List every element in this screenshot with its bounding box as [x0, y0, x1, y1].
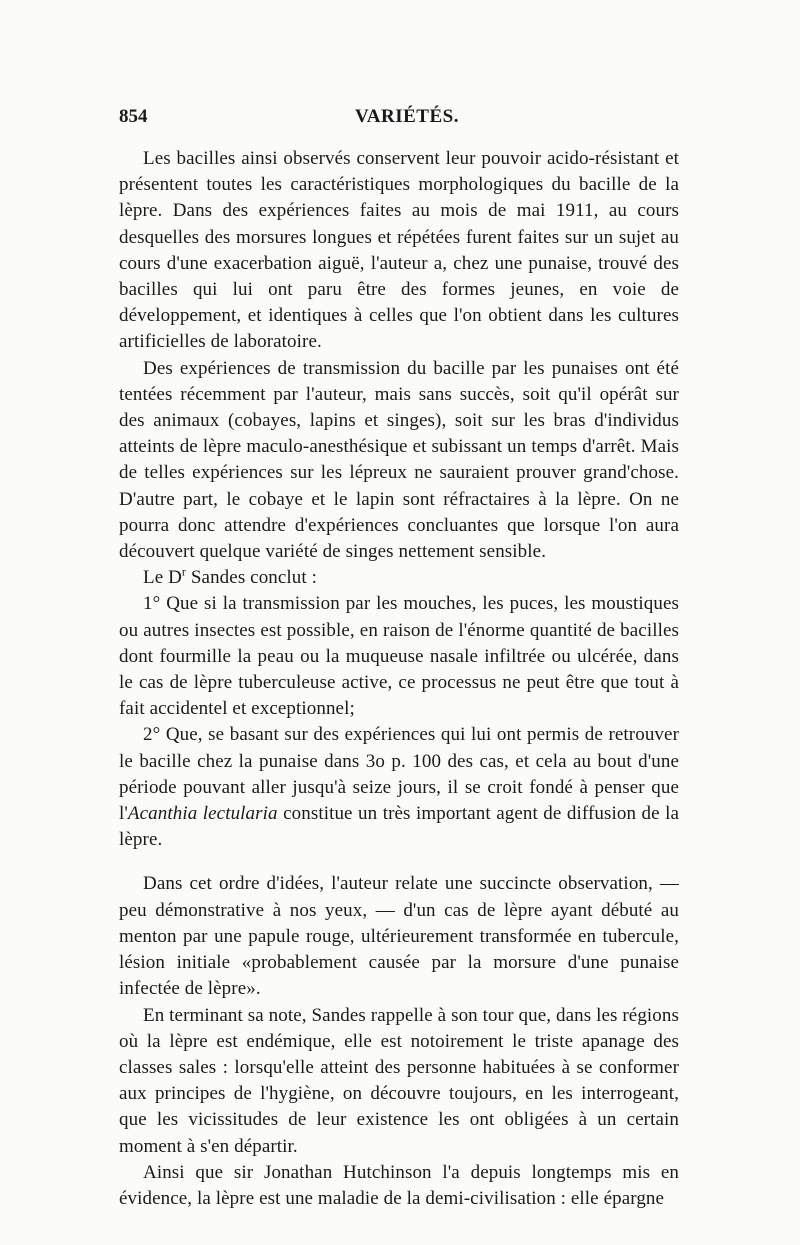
item-number: 1° [143, 593, 161, 615]
text-run: Que, se basant sur des expériences qui lui ont permis de retrouver le bacille chez la punaise dans 3o p. 100 des cas, et cela au bout d'une période pouvant aller jusqu'à seize jours, il se croit fondé à penser que l' [119, 724, 679, 825]
paragraph: Dans cet ordre d'idées, l'auteur relate une succincte observation, — peu démonstrative à nos yeux, — d'un cas de lèpre ayant débuté au menton par une papule rouge, ultérieurement transformée en tubercule, lésion initiale «probablement causée par la morsure d'une punaise infectée de lèpre». [119, 873, 679, 1000]
text-run: Sandes conclut : [186, 567, 318, 589]
list-item [119, 591, 679, 722]
item-number: 2° [143, 724, 161, 746]
page-header [119, 106, 679, 134]
paragraph [119, 565, 679, 591]
text-run: Le D [143, 567, 182, 589]
superscript: r [181, 564, 187, 579]
page-number: 854 [119, 106, 148, 127]
paragraph: En terminant sa note, Sandes rappelle à son tour que, dans les régions où la lèpre est endémique, elle est notoirement le triste apanage des classes sales : lorsqu'elle atteint des personne habituées à se conformer aux principes de l'hygiène, on découvre toujours, en les interrogeant, que les vicissitudes de leur existence les ont obligées à un certain moment à s'en départir. [119, 1004, 679, 1157]
paragraph: Ainsi que sir Jonathan Hutchinson l'a depuis longtemps mis en évidence, la lèpre est une maladie de la demi-civilisation : elle épargne [119, 1161, 679, 1209]
text-run: Que si la transmission par les mouches, les puces, les moustiques ou autres insectes est possible, en raison de l'énorme quantité de bacilles dont fourmille la peau ou la muqueuse nasale infiltrée ou ulcérée, dans le cas de lèpre tuberculeuse active, ce processus ne peut être que tout à fait accidentel et exceptionnel; [119, 593, 679, 720]
paragraph: Les bacilles ainsi observés conservent leur pouvoir acido-résistant et présentent toutes les caractéristiques morphologiques du bacille de la lèpre. Dans des expériences faites au mois de mai 1911, au cours desquelles des morsures longues et répétées furent faites sur un sujet au cours d'une exacerbation aiguë, l'auteur a, chez une punaise, trouvé des bacilles qui lui ont paru être des formes jeunes, en voie de développement, et identiques à celles que l'on obtient dans les cultures artificielles de laboratoire. [119, 148, 679, 353]
species-name: Acanthia lectularia [127, 803, 278, 825]
running-title: VARIÉTÉS. [355, 106, 459, 127]
list-item [119, 722, 679, 853]
paragraph: Des expériences de transmission du bacille par les punaises ont été tentées récemment par l'auteur, mais sans succès, soit qu'il opérât sur des animaux (cobayes, lapins et singes), soit sur les bras d'individus atteints de lèpre maculo-anesthésique et subissant un temps d'arrêt. Mais de telles expériences sur les lépreux ne sauraient prouver grand'chose. D'autre part, le cobaye et le lapin sont réfractaires à la lèpre. On ne pourra donc attendre d'expériences concluantes que lorsque l'on aura découvert quelque variété de singes nettement sensible. [119, 357, 679, 563]
text-run: constitue un très important agent de diffusion de la lèpre. [119, 803, 679, 851]
body-text [119, 146, 679, 1212]
